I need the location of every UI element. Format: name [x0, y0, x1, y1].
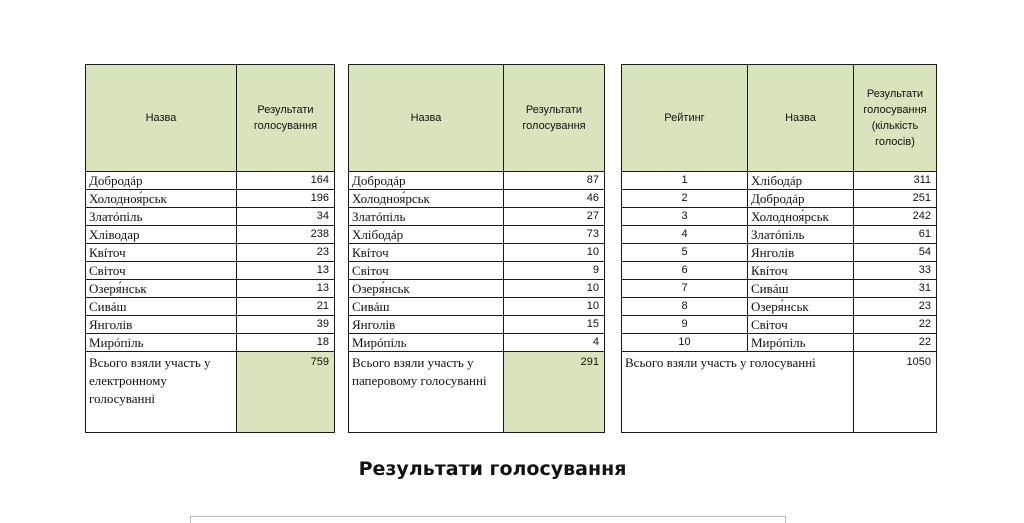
- table-row: [86, 298, 335, 316]
- vote-count: 10: [504, 280, 605, 298]
- vote-count: 238: [237, 226, 335, 244]
- vote-count: 251: [854, 190, 937, 208]
- total-label: Всього взяли участь у паперовому голосуванні: [349, 352, 504, 433]
- settlement-name: Мирóпіль: [349, 334, 504, 352]
- vote-count: 21: [237, 298, 335, 316]
- page-title: Результати голосування: [358, 458, 627, 480]
- rank: 9: [622, 316, 748, 334]
- table-row: [622, 226, 937, 244]
- settlement-name: Світоч: [349, 262, 504, 280]
- total-row: [86, 352, 335, 433]
- vote-count: 15: [504, 316, 605, 334]
- table-row: [622, 190, 937, 208]
- vote-count: 18: [237, 334, 335, 352]
- settlement-name: Холодноя́рськ: [86, 190, 237, 208]
- table-row: [349, 244, 605, 262]
- vote-count: 4: [504, 334, 605, 352]
- vote-count: 196: [237, 190, 335, 208]
- vote-count: 22: [854, 316, 937, 334]
- table-row: [86, 262, 335, 280]
- vote-count: 311: [854, 172, 937, 190]
- vote-count: 27: [504, 208, 605, 226]
- settlement-name: Добродáр: [349, 172, 504, 190]
- vote-count: 22: [854, 334, 937, 352]
- vote-count: 23: [237, 244, 335, 262]
- vote-count: 13: [237, 280, 335, 298]
- settlement-name: Квíточ: [349, 244, 504, 262]
- total-row: [349, 352, 605, 433]
- settlement-name: Сивáш: [748, 280, 854, 298]
- rank: 2: [622, 190, 748, 208]
- total-row: [622, 352, 937, 433]
- vote-count: 39: [237, 316, 335, 334]
- table-row: [86, 226, 335, 244]
- header-results: Результати голосування (кількість голосів): [854, 65, 937, 172]
- settlement-name: Світоч: [86, 262, 237, 280]
- header-name: Назва: [748, 65, 854, 172]
- table-row: [622, 334, 937, 352]
- vote-count: 46: [504, 190, 605, 208]
- table-header-row: [349, 65, 605, 172]
- table-row: [349, 316, 605, 334]
- total-value: 759: [237, 352, 335, 433]
- rank: 5: [622, 244, 748, 262]
- header-name: Назва: [349, 65, 504, 172]
- settlement-name: Холодноя́рськ: [349, 190, 504, 208]
- total-value: 291: [504, 352, 605, 433]
- settlement-name: Мирóпіль: [748, 334, 854, 352]
- settlement-name: Сивáш: [349, 298, 504, 316]
- settlement-name: Озеря́нськ: [349, 280, 504, 298]
- settlement-name: Мирóпіль: [86, 334, 237, 352]
- table-row: [622, 280, 937, 298]
- vote-count: 10: [504, 244, 605, 262]
- header-results: Результати голосування: [504, 65, 605, 172]
- table-row: [349, 262, 605, 280]
- settlement-name: Озеря́нськ: [86, 280, 237, 298]
- settlement-name: Квíточ: [86, 244, 237, 262]
- table-header-row: [622, 65, 937, 172]
- table-row: [622, 298, 937, 316]
- vote-count: 54: [854, 244, 937, 262]
- settlement-name: Сивáш: [86, 298, 237, 316]
- settlement-name: Холодноя́рськ: [748, 208, 854, 226]
- table-row: [86, 316, 335, 334]
- table-row: [86, 190, 335, 208]
- vote-count: 87: [504, 172, 605, 190]
- rating-table: [621, 64, 937, 433]
- settlement-name: Світоч: [748, 316, 854, 334]
- vote-count: 164: [237, 172, 335, 190]
- settlement-name: Озеря́нськ: [748, 298, 854, 316]
- table-row: [86, 208, 335, 226]
- settlement-name: Златóпіль: [86, 208, 237, 226]
- vote-count: 23: [854, 298, 937, 316]
- total-label: Всього взяли участь у електронному голосуванні: [86, 352, 237, 433]
- table-row: [622, 316, 937, 334]
- settlement-name: Хліводар: [86, 226, 237, 244]
- vote-count: 13: [237, 262, 335, 280]
- rank: 6: [622, 262, 748, 280]
- table-row: [86, 244, 335, 262]
- total-label: Всього взяли участь у голосуванні: [622, 352, 854, 433]
- settlement-name: Янголів: [86, 316, 237, 334]
- rank: 8: [622, 298, 748, 316]
- table-header-row: [86, 65, 335, 172]
- settlement-name: Хлібодáр: [349, 226, 504, 244]
- vote-count: 10: [504, 298, 605, 316]
- vote-count: 31: [854, 280, 937, 298]
- table-row: [622, 208, 937, 226]
- settlement-name: Хлібодáр: [748, 172, 854, 190]
- vote-count: 61: [854, 226, 937, 244]
- table-row: [622, 262, 937, 280]
- table-row: [349, 280, 605, 298]
- header-results: Результати голосування: [237, 65, 335, 172]
- table-row: [86, 334, 335, 352]
- paper-voting-table: [348, 64, 605, 433]
- vote-count: 242: [854, 208, 937, 226]
- settlement-name: Квíточ: [748, 262, 854, 280]
- table-row: [349, 190, 605, 208]
- rank: 1: [622, 172, 748, 190]
- table-row: [86, 280, 335, 298]
- table-row: [622, 244, 937, 262]
- header-rank: Рейтинг: [622, 65, 748, 172]
- settlement-name: Янголів: [748, 244, 854, 262]
- vote-count: 73: [504, 226, 605, 244]
- table-row: [86, 172, 335, 190]
- vote-count: 9: [504, 262, 605, 280]
- table-row: [349, 334, 605, 352]
- rank: 4: [622, 226, 748, 244]
- rank: 7: [622, 280, 748, 298]
- table-row: [349, 208, 605, 226]
- table-row: [622, 172, 937, 190]
- table-row: [349, 226, 605, 244]
- settlement-name: Златóпіль: [748, 226, 854, 244]
- table-row: [349, 298, 605, 316]
- settlement-name: Добродáр: [86, 172, 237, 190]
- settlement-name: Добродáр: [748, 190, 854, 208]
- settlement-name: Златóпіль: [349, 208, 504, 226]
- content-frame-edge: [190, 516, 786, 523]
- table-row: [349, 172, 605, 190]
- vote-count: 33: [854, 262, 937, 280]
- header-name: Назва: [86, 65, 237, 172]
- rank: 3: [622, 208, 748, 226]
- vote-count: 34: [237, 208, 335, 226]
- settlement-name: Янголів: [349, 316, 504, 334]
- electronic-voting-table: [85, 64, 335, 433]
- rank: 10: [622, 334, 748, 352]
- total-value: 1050: [854, 352, 937, 433]
